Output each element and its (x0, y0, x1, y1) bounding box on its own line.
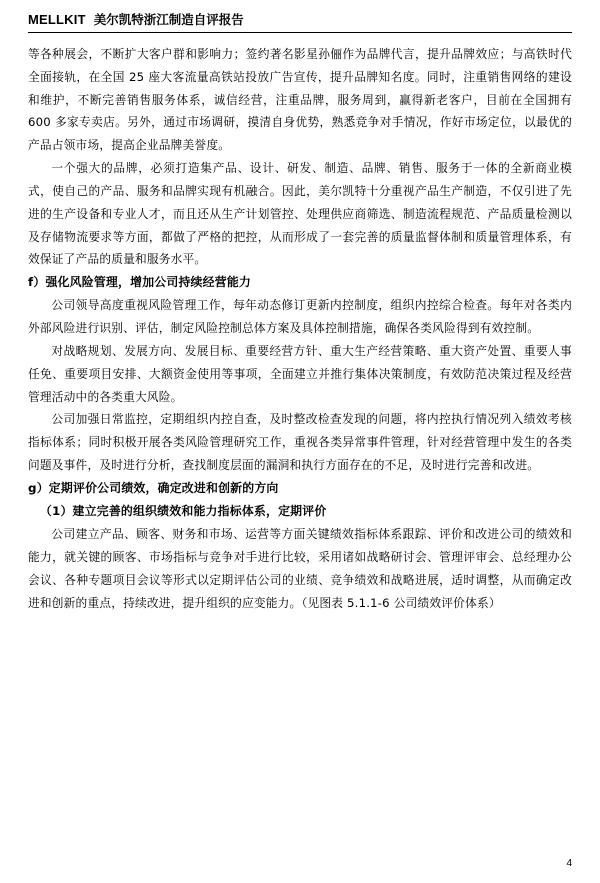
paragraph: 公司领导高度重视风险管理工作，每年动态修订更新内控制度，组织内控综合检查。每年对各类内外部风险进行识别、评估，制定风险控制总体方案及具体控制措施，确保各类风险得到有效控制。 (28, 298, 572, 336)
section-heading-f: f）强化风险管理，增加公司持续经营能力 (28, 275, 252, 290)
paragraph: 公司建立产品、顾客、财务和市场、运营等方面关键绩效指标体系跟踪、评价和改进公司的绩效和能力，就关键的顾客、市场指标与竞争对手进行比较，采用诸如战略研讨会、管理评审会、总经理办公会议、各种专题项目会议等形式以定期评估公司的业绩、竞争绩效和战略进展，适时调整，从而确定改进和创新的重点，持续改进，提升组织的应变能力。（见图表 5.1.1-6 公司绩效评价体系） (28, 527, 572, 610)
paragraph: 等各种展会，不断扩大客户群和影响力；签约著名影星孙俪作为品牌代言，提升品牌效应；与高铁时代全面接轨，在全国 25 座大客流量高铁站投放广告宣传，提升品牌知名度。同时，注重销售网络的建设和维护，不断完善销售服务体系，诚信经营，注重品牌，服务周到，赢得新老客户，目前在全国拥有 600 多家专卖店。另外，通过市场调研，摸清自身优势，熟悉竞争对手情况，作好市场定位，以最优的产品占领市场，提高企业品牌美誉度。 (28, 47, 572, 153)
header-title: 美尔凯特浙江制造自评报告 (93, 12, 244, 27)
paragraph: 对战略规划、发展方向、发展目标、重要经营方针、重大生产经营策略、重大资产处置、重要人事任免、重要项目安排、大额资金使用等事项，全面建立并推行集体决策制度，有效防范决策过程及经营管理活动中的各类重大风险。 (28, 343, 572, 404)
page-body (28, 43, 572, 614)
section-heading-g: g）定期评价公司绩效，确定改进和创新的方向 (28, 480, 279, 495)
page-number: 4 (566, 858, 572, 869)
brand-logo: MELLKIT (28, 12, 86, 27)
page-header (28, 10, 572, 33)
paragraph: 公司加强日常监控，定期组织内控自查，及时整改检查发现的问题，将内控执行情况列入绩效考核指标体系；同时积极开展各类风险管理研究工作，重视各类异常事件管理，针对经营管理中发生的各类问题及事件，及时进行分析，查找制度层面的漏洞和执行方面存在的不足，及时进行完善和改进。 (28, 412, 572, 473)
section-subheading-g1: （1）建立完善的组织绩效和能力指标体系，定期评价 (39, 504, 327, 519)
paragraph: 一个强大的品牌，必须打造集产品、设计、研发、制造、品牌、销售、服务于一体的全新商业模式，使自己的产品、服务和品牌实现有机融合。因此，美尔凯特十分重视产品生产制造，不仅引进了先进的生产设备和专业人才，而且还从生产计划管控、处理供应商筛选、制造流程规范、产品质量检测以及存储物流要求等方面，都做了严格的把控，从而形成了一套完善的质量监督体制和质量管理体系，有效保证了产品的质量和服务水平。 (28, 161, 572, 267)
